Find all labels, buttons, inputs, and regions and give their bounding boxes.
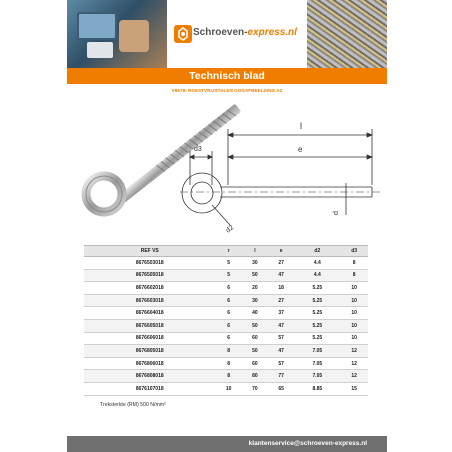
- cell-d2: 4.4: [294, 257, 340, 270]
- cell-l: 50: [242, 345, 268, 358]
- cell-e: 47: [268, 345, 294, 358]
- brand-main: Schroeven-: [193, 27, 248, 38]
- cell-l: 60: [242, 357, 268, 370]
- cell-d2: 4.4: [294, 269, 340, 282]
- table-row: [84, 294, 368, 307]
- cell-r: 5: [215, 269, 241, 282]
- label-e: e: [298, 145, 303, 154]
- cell-r: 6: [215, 319, 241, 332]
- cell-r: 8: [215, 357, 241, 370]
- label-l: l: [300, 121, 302, 131]
- title-band: [67, 68, 387, 84]
- cell-l: 70: [242, 382, 268, 395]
- cell-l: 40: [242, 307, 268, 320]
- cell-ref: 8676505018: [84, 269, 215, 282]
- cell-e: 18: [268, 282, 294, 295]
- cell-e: 57: [268, 357, 294, 370]
- header-logo-area: [167, 0, 307, 68]
- cell-e: 27: [268, 257, 294, 270]
- cell-r: 6: [215, 332, 241, 345]
- cell-r: 6: [215, 282, 241, 295]
- cell-d2: 5.25: [294, 332, 340, 345]
- cell-e: 47: [268, 269, 294, 282]
- cell-l: 80: [242, 370, 268, 383]
- brand-logo-icon: [173, 24, 193, 44]
- table-row: [84, 282, 368, 295]
- cell-d2: 5.25: [294, 319, 340, 332]
- cell-d3: 10: [340, 332, 368, 345]
- cell-d3: 10: [340, 282, 368, 295]
- technical-drawing: [160, 115, 390, 245]
- cell-e: 27: [268, 294, 294, 307]
- col-header-e: e: [268, 246, 294, 257]
- cell-d2: 5.25: [294, 307, 340, 320]
- cell-ref: 8676603018: [84, 294, 215, 307]
- table-row: [84, 257, 368, 270]
- cell-l: 60: [242, 332, 268, 345]
- cell-ref: 8676808018: [84, 370, 215, 383]
- cell-d3: 8: [340, 257, 368, 270]
- table-row: [84, 269, 368, 282]
- col-header-d2: d2: [294, 246, 340, 257]
- table-row: [84, 345, 368, 358]
- spec-table: [84, 245, 368, 396]
- label-d: d: [333, 211, 340, 215]
- cell-l: 20: [242, 282, 268, 295]
- table-row: [84, 382, 368, 395]
- cell-l: 50: [242, 319, 268, 332]
- cell-ref: 8676107018: [84, 382, 215, 395]
- brand-accent: express.nl: [247, 27, 297, 38]
- cell-d2: 8.85: [294, 382, 340, 395]
- page-title: Technisch blad: [189, 70, 265, 82]
- footer-bar: [67, 436, 387, 452]
- cell-e: 77: [268, 370, 294, 383]
- table-row: [84, 332, 368, 345]
- cell-ref: 8676806018: [84, 357, 215, 370]
- cell-e: 47: [268, 319, 294, 332]
- table-header-row: [84, 246, 368, 257]
- table-row: [84, 307, 368, 320]
- table-row: [84, 370, 368, 383]
- col-header-d3: d3: [340, 246, 368, 257]
- cell-ref: 8676604018: [84, 307, 215, 320]
- cell-d2: 7.05: [294, 370, 340, 383]
- cell-ref: 8676602018: [84, 282, 215, 295]
- cell-d3: 12: [340, 345, 368, 358]
- cell-l: 50: [242, 269, 268, 282]
- cell-r: 6: [215, 294, 241, 307]
- cell-d3: 12: [340, 370, 368, 383]
- cell-d3: 10: [340, 294, 368, 307]
- cell-d3: 8: [340, 269, 368, 282]
- cell-e: 57: [268, 332, 294, 345]
- cell-ref: 8676805018: [84, 345, 215, 358]
- header-photo-screws: [307, 0, 387, 68]
- cell-ref: 8676605018: [84, 319, 215, 332]
- cell-d2: 5.25: [294, 282, 340, 295]
- brand-name: [193, 27, 297, 38]
- product-subtitle: V8678- ROESTVRIJSTALEN OOGAFBEELDING A2: [171, 88, 283, 93]
- tensile-strength-note: Treksterkte (RM) 500 N/mm²: [100, 402, 166, 408]
- cell-d3: 10: [340, 319, 368, 332]
- cell-d2: 7.05: [294, 345, 340, 358]
- cell-e: 65: [268, 382, 294, 395]
- contact-email-link[interactable]: klantenservice@schroeven-express.nl: [248, 440, 367, 447]
- label-d2: d2: [224, 224, 236, 235]
- cell-r: 6: [215, 307, 241, 320]
- cell-r: 10: [215, 382, 241, 395]
- cell-r: 8: [215, 370, 241, 383]
- header-banner: [67, 0, 387, 68]
- label-d3: d3: [194, 146, 202, 153]
- header-photo-tools: [67, 0, 167, 68]
- cell-d3: 12: [340, 357, 368, 370]
- table-row: [84, 357, 368, 370]
- col-header-ref: REF VS: [84, 246, 215, 257]
- cell-l: 30: [242, 294, 268, 307]
- cell-d3: 15: [340, 382, 368, 395]
- col-header-r: r: [215, 246, 241, 257]
- cell-d2: 5.25: [294, 294, 340, 307]
- cell-ref: 8676503018: [84, 257, 215, 270]
- cell-l: 30: [242, 257, 268, 270]
- cell-d2: 7.05: [294, 357, 340, 370]
- cell-e: 37: [268, 307, 294, 320]
- cell-ref: 8676606018: [84, 332, 215, 345]
- cell-d3: 10: [340, 307, 368, 320]
- col-header-l: l: [242, 246, 268, 257]
- cell-r: 8: [215, 345, 241, 358]
- cell-r: 5: [215, 257, 241, 270]
- table-row: [84, 319, 368, 332]
